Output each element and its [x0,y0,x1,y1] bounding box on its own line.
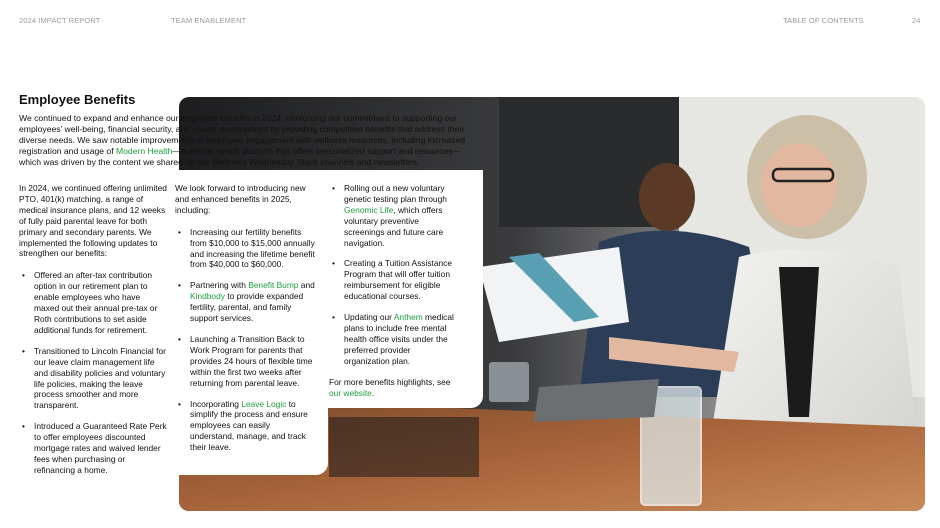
page-title: Employee Benefits [19,92,136,107]
page-number: 24 [912,16,921,25]
genomic-life-link[interactable]: Genomic Life [344,204,394,215]
more-highlights: For more benefits highlights, see our website. [329,376,451,398]
modern-health-link[interactable]: Modern Health [115,146,173,157]
benefits-column-2025 [175,183,315,463]
intro-paragraph: We continued to expand and enhance our employee benefits in 2024, reinforcing our commitment to supporting our employees’ well-being, financial security, and career development by providing competitive benefits that address their diverse needs. We saw notable improvements in employee engagement with wellness resources, including increased registration and usage of Modern Health—a mental health platform that offers personalized support and resources—which was driven by the content we shared on our Wellness Wednesday Slack channels and newsletters. [19,113,465,168]
list-item: • Increasing our fertility benefits from $10,000 to $15,000 annually and increasing the lifetime benefit from $40,000 to $60,000. [175,227,315,271]
report-label: 2024 IMPACT REPORT [19,16,101,25]
anthem-link[interactable]: Anthem [393,312,423,323]
page-header [0,16,940,28]
list-item: • Introduced a Guaranteed Rate Perk to offer employees discounted mortgage rates and waived lender fees when purchasing or refinancing a home. [19,421,167,476]
benefits-list [175,227,315,453]
list-item: • Offered an after-tax contribution option in our retirement plan to enable employees who have maxed out their annual pre-tax or Roth contributions to set aside additional funds for retirement. [19,270,167,335]
list-item: • Launching a Transition Back to Work Program for parents that provides 24 hours of flexible time within the first two weeks after returning from parental leave. [175,334,315,389]
list-item: • Partnering with Benefit Bump and Kindbody to provide expanded fertility, parental, and family support services. [175,280,315,324]
table-of-contents-link[interactable]: TABLE OF CONTENTS [783,16,864,25]
column-intro: We look forward to introducing new and enhanced benefits in 2025, including: [175,183,306,215]
list-item: • Rolling out a new voluntary genetic testing plan through Genomic Life, which offers voluntary preventive screenings and future care navigation. [329,183,457,248]
website-link[interactable]: our website [329,387,372,398]
benefits-list [329,183,457,367]
list-item: • Updating our Anthem medical plans to include free mental health office visits under the preferred provider organization plan. [329,312,457,367]
benefits-list [19,270,167,475]
benefits-column-2024 [19,183,167,486]
list-item: • Transitioned to Lincoln Financial for our leave claim management life and disability policies and voluntary life policies, making the leave process smoother and more transparent. [19,346,167,411]
kindbody-link[interactable]: Kindbody [190,291,225,302]
list-item: • Incorporating Leave Logic to simplify the process and ensure employees can easily understand, manage, and track their leave. [175,399,315,454]
section-link[interactable]: TEAM ENABLEMENT [171,16,247,25]
benefits-column-2025-continued [329,183,457,409]
column-intro: In 2024, we continued offering unlimited PTO, 401(k) matching, a range of medical insurance plans, and 12 weeks of fully paid parental leave for both primary and secondary parents. We implemented the following updates to strengthen our benefits: [19,183,167,259]
list-item: • Creating a Tuition Assistance Program that will offer tuition reimbursement for eligible educational courses. [329,258,457,302]
leave-logic-link[interactable]: Leave Logic [241,398,287,409]
benefit-bump-link[interactable]: Benefit Bump [248,280,299,291]
